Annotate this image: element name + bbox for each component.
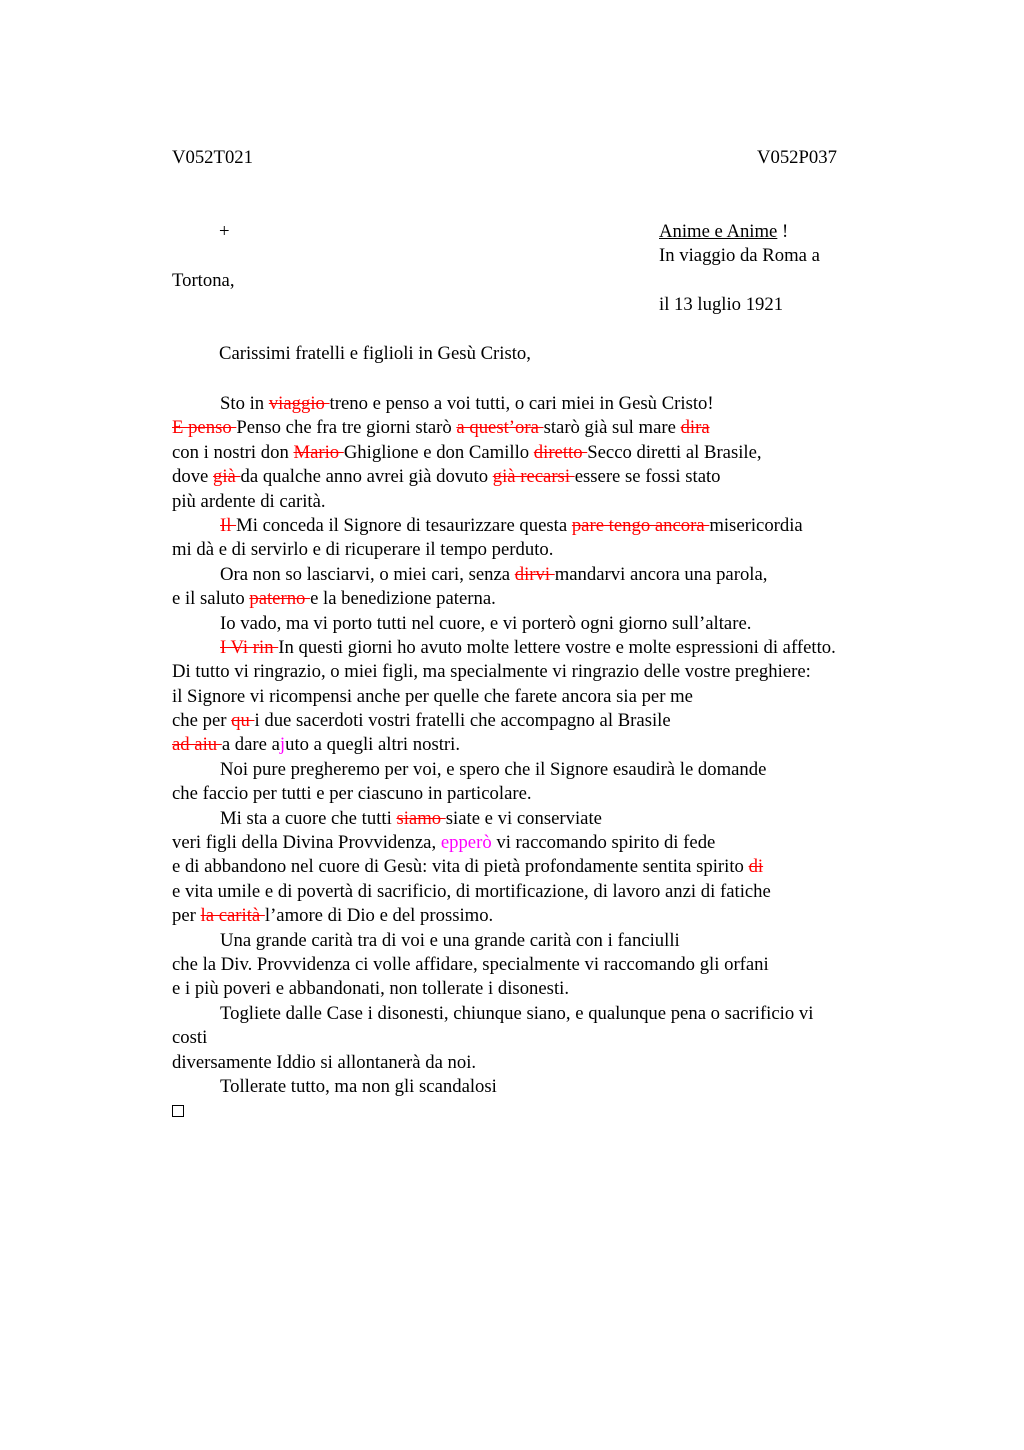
- deleted-text: siamo: [396, 807, 446, 829]
- body-line: [172, 587, 932, 611]
- text-segment: e di abbandono nel cuore di Gesù: vita di pietà profondamente sentita spirito: [172, 856, 749, 878]
- text-segment: vi raccomando spirito di fede: [491, 832, 716, 854]
- body-line: [172, 392, 932, 416]
- text-segment: per: [172, 905, 201, 927]
- text-segment: Noi pure pregheremo per voi, e spero che il Signore esaudirà le domande: [220, 758, 767, 780]
- text-segment: a dare a: [221, 734, 280, 756]
- body-line: [172, 660, 932, 684]
- salutation: Carissimi fratelli e figlioli in Gesù Cristo,: [219, 343, 531, 364]
- deleted-text: paterno: [249, 588, 311, 610]
- deleted-text: a quest’ora: [456, 417, 544, 439]
- text-segment: diversamente Iddio si allontanerà da noi.: [172, 1051, 477, 1073]
- body-line: [172, 1026, 932, 1050]
- text-segment: costi: [172, 1027, 208, 1049]
- text-segment: misericordia: [709, 514, 803, 536]
- body-line: [172, 1002, 932, 1026]
- body-line: [172, 953, 932, 977]
- travel-note: In viaggio da Roma a: [659, 245, 820, 266]
- text-segment: mandarvi ancora una parola,: [554, 563, 768, 585]
- body-line: [172, 855, 932, 879]
- archive-code-left: V052T021: [172, 147, 253, 168]
- letter-title: [659, 220, 788, 244]
- text-segment: Una grande carità tra di voi e una grande carità con i fanciulli: [220, 929, 680, 951]
- text-segment: Ghiglione e don Camillo: [343, 441, 534, 463]
- text-segment: e il saluto: [172, 588, 250, 610]
- text-segment: il Signore vi ricompensi anche per quelle che farete ancora sia per me: [172, 685, 693, 707]
- text-segment: Ora non so lasciarvi, o miei cari, senza: [220, 563, 515, 585]
- deleted-text: ad aiu: [172, 734, 222, 756]
- text-segment: treno e penso a voi tutti, o cari miei in Gesù Cristo!: [329, 393, 714, 414]
- text-segment: mi dà e di servirlo e di ricuperare il tempo perduto.: [172, 539, 554, 561]
- body-line: [172, 612, 932, 636]
- text-segment: In questi giorni ho avuto molte lettere vostre e molte espressioni di affetto.: [278, 636, 836, 658]
- date-line: il 13 luglio 1921: [659, 294, 784, 315]
- text-segment: starò già sul mare: [543, 417, 681, 439]
- title-punct: !: [777, 221, 789, 242]
- body-line: [172, 929, 932, 953]
- inserted-text: j: [279, 734, 286, 756]
- text-segment: Sto in: [220, 393, 269, 414]
- place: Tortona,: [172, 270, 235, 291]
- deleted-text: già: [213, 466, 241, 488]
- text-segment: che per: [172, 710, 232, 732]
- body-line: [172, 831, 932, 855]
- deleted-text: già recarsi: [492, 466, 575, 488]
- body-line: [172, 636, 932, 660]
- text-segment: Togliete dalle Case i disonesti, chiunque siano, e qualunque pena o sacrificio vi: [220, 1002, 814, 1024]
- letter-body: [172, 392, 932, 1099]
- deleted-text: Il: [220, 514, 237, 536]
- deleted-text: dirvi: [514, 563, 555, 585]
- title-underlined: Anime e Anime: [659, 221, 778, 242]
- text-segment: essere se fossi stato: [574, 466, 721, 488]
- text-segment: uto a quegli altri nostri.: [285, 734, 461, 756]
- end-marker: [172, 1099, 184, 1123]
- text-segment: con i nostri don: [172, 441, 294, 463]
- body-line: [172, 758, 932, 782]
- deleted-text: E penso: [172, 417, 237, 439]
- body-line: [172, 709, 932, 733]
- text-segment: più ardente di carità.: [172, 490, 326, 512]
- body-line: [172, 685, 932, 709]
- text-segment: siate e vi conserviate: [445, 807, 602, 829]
- deleted-text: pare tengo ancora: [571, 514, 710, 536]
- text-segment: l’amore di Dio e del prossimo.: [264, 905, 494, 927]
- text-segment: Io vado, ma vi porto tutti nel cuore, e vi porterò ogni giorno sull’altare.: [220, 612, 752, 634]
- text-segment: i due sacerdoti vostri fratelli che accompagno al Brasile: [254, 710, 671, 732]
- text-segment: e la benedizione paterna.: [310, 588, 496, 610]
- deleted-text: I Vi rin: [220, 636, 279, 658]
- text-segment: Secco diretti al Brasile,: [587, 441, 762, 463]
- text-segment: veri figli della Divina Provvidenza,: [172, 832, 441, 854]
- body-line: [172, 733, 932, 757]
- body-line: [172, 880, 932, 904]
- body-line: [172, 904, 932, 928]
- text-segment: Penso che fra tre giorni starò: [236, 417, 457, 439]
- body-line: [172, 514, 932, 538]
- text-segment: Di tutto vi ringrazio, o miei figli, ma specialmente vi ringrazio delle vostre preghiere:: [172, 661, 811, 683]
- deleted-text: dira: [680, 417, 710, 439]
- text-segment: dove: [172, 466, 213, 488]
- text-segment: da qualche anno avrei già dovuto: [240, 466, 493, 488]
- archive-code-right: V052P037: [757, 147, 837, 168]
- body-line: [172, 977, 932, 1001]
- body-line: [172, 1051, 932, 1075]
- deleted-text: qu: [231, 710, 255, 732]
- deleted-text: di: [748, 856, 764, 878]
- empty-square-icon: [172, 1105, 184, 1117]
- deleted-text: Mario: [293, 441, 344, 463]
- text-segment: Mi sta a cuore che tutti: [220, 807, 397, 829]
- text-segment: Tollerate tutto, ma non gli scandalosi: [220, 1075, 497, 1097]
- body-line: [172, 563, 932, 587]
- body-line: [172, 782, 932, 806]
- body-line: [172, 490, 932, 514]
- cross-mark: +: [219, 221, 230, 242]
- deleted-text: viaggio: [268, 393, 330, 414]
- body-line: [172, 807, 932, 831]
- body-line: [172, 441, 932, 465]
- text-segment: che faccio per tutti e per ciascuno in particolare.: [172, 783, 532, 805]
- deleted-text: diretto: [533, 441, 588, 463]
- text-segment: e vita umile e di povertà di sacrificio, di mortificazione, di lavoro anzi di fatiche: [172, 880, 771, 902]
- body-line: [172, 1075, 932, 1099]
- text-segment: Mi conceda il Signore di tesaurizzare questa: [236, 514, 572, 536]
- deleted-text: la carità: [200, 905, 265, 927]
- text-segment: e i più poveri e abbandonati, non tollerate i disonesti.: [172, 978, 570, 1000]
- body-line: [172, 416, 932, 440]
- text-segment: che la Div. Provvidenza ci volle affidare, specialmente vi raccomando gli orfani: [172, 953, 769, 975]
- body-line: [172, 465, 932, 489]
- body-line: [172, 538, 932, 562]
- inserted-text: epperò: [440, 832, 492, 854]
